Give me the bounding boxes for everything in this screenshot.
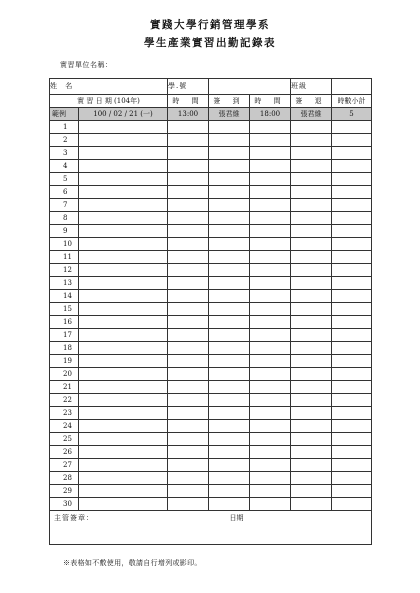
- sign-out-cell[interactable]: [291, 407, 332, 420]
- row-number: 15: [50, 303, 79, 316]
- time-in-cell[interactable]: [168, 290, 209, 303]
- hours-cell[interactable]: [332, 251, 372, 264]
- row-number: 17: [50, 329, 79, 342]
- time-in-cell[interactable]: [168, 394, 209, 407]
- class-field[interactable]: [332, 79, 372, 95]
- col-time-in-header: 時 間: [168, 95, 209, 108]
- row-number: 13: [50, 277, 79, 290]
- table-row: [50, 316, 372, 329]
- row-number: 27: [50, 459, 79, 472]
- table-row: [50, 277, 372, 290]
- row-number: 7: [50, 199, 79, 212]
- sign-out-cell[interactable]: [291, 199, 332, 212]
- row-number: 10: [50, 238, 79, 251]
- row-number: 18: [50, 342, 79, 355]
- row-number: 16: [50, 316, 79, 329]
- table-row: [50, 459, 372, 472]
- table-row: [50, 433, 372, 446]
- row-number: 14: [50, 290, 79, 303]
- sign-out-cell[interactable]: [291, 329, 332, 342]
- sign-out-cell[interactable]: [291, 186, 332, 199]
- sign-out-cell[interactable]: [291, 147, 332, 160]
- hours-cell[interactable]: [332, 199, 372, 212]
- time-in-cell[interactable]: [168, 485, 209, 498]
- date-cell[interactable]: [79, 498, 168, 511]
- sign-in-cell[interactable]: [209, 342, 250, 355]
- school-title: 實踐大學行銷管理學系: [150, 19, 270, 31]
- hours-cell[interactable]: [332, 225, 372, 238]
- sign-in-cell[interactable]: [209, 472, 250, 485]
- time-out-cell[interactable]: [250, 290, 291, 303]
- table-row: [50, 264, 372, 277]
- sign-out-cell[interactable]: [291, 290, 332, 303]
- time-out-cell[interactable]: [250, 212, 291, 225]
- table-row: [50, 160, 372, 173]
- table-row: [50, 134, 372, 147]
- table-row: [50, 147, 372, 160]
- date-cell[interactable]: [79, 290, 168, 303]
- sign-in-cell[interactable]: [209, 290, 250, 303]
- hours-cell[interactable]: [332, 147, 372, 160]
- hours-cell[interactable]: [332, 238, 372, 251]
- sign-in-cell[interactable]: [209, 316, 250, 329]
- sign-out-cell[interactable]: [291, 446, 332, 459]
- date-cell[interactable]: [79, 368, 168, 381]
- col-sign-in-header: 簽 到: [209, 95, 250, 108]
- sign-in-cell[interactable]: [209, 199, 250, 212]
- time-in-cell[interactable]: [168, 407, 209, 420]
- table-row: [50, 290, 372, 303]
- time-out-cell[interactable]: [250, 329, 291, 342]
- sign-out-cell[interactable]: [291, 394, 332, 407]
- date-cell[interactable]: [79, 446, 168, 459]
- row-number: 11: [50, 251, 79, 264]
- name-label: 姓 名: [50, 79, 168, 95]
- hours-cell[interactable]: [332, 329, 372, 342]
- student-info-row: [50, 79, 372, 95]
- sign-out-cell[interactable]: [291, 342, 332, 355]
- sign-in-cell[interactable]: [209, 355, 250, 368]
- table-row: [50, 472, 372, 485]
- supervisor-signature-label: 主管簽章：: [54, 514, 94, 522]
- hours-cell[interactable]: [332, 173, 372, 186]
- time-out-cell[interactable]: [250, 134, 291, 147]
- date-cell[interactable]: [79, 251, 168, 264]
- internship-unit-label: 實習單位名稱：: [60, 61, 113, 69]
- time-in-cell[interactable]: [168, 472, 209, 485]
- hours-cell[interactable]: [332, 121, 372, 134]
- table-row: [50, 368, 372, 381]
- time-in-cell[interactable]: [168, 446, 209, 459]
- row-number: 25: [50, 433, 79, 446]
- sign-out-cell[interactable]: [291, 420, 332, 433]
- student-id-label: 學.號: [168, 79, 209, 95]
- date-cell[interactable]: [79, 173, 168, 186]
- time-in-cell[interactable]: [168, 225, 209, 238]
- sign-out-cell[interactable]: [291, 173, 332, 186]
- hours-cell[interactable]: [332, 407, 372, 420]
- hours-cell[interactable]: [332, 160, 372, 173]
- student-id-field[interactable]: [209, 79, 291, 95]
- sign-in-cell[interactable]: [209, 459, 250, 472]
- time-out-cell[interactable]: [250, 186, 291, 199]
- time-out-cell[interactable]: [250, 342, 291, 355]
- time-out-cell[interactable]: [250, 251, 291, 264]
- date-cell[interactable]: [79, 121, 168, 134]
- time-in-cell[interactable]: [168, 381, 209, 394]
- table-row: [50, 394, 372, 407]
- sign-out-cell[interactable]: [291, 251, 332, 264]
- time-out-cell[interactable]: [250, 498, 291, 511]
- sign-in-cell[interactable]: [209, 121, 250, 134]
- row-number: 1: [50, 121, 79, 134]
- row-number: 30: [50, 498, 79, 511]
- sign-in-cell[interactable]: [209, 394, 250, 407]
- form-title: 學生產業實習出勤記錄表: [144, 37, 276, 49]
- table-row: [50, 199, 372, 212]
- sign-out-cell[interactable]: [291, 264, 332, 277]
- col-sign-out-header: 簽 退: [291, 95, 332, 108]
- sign-in-cell[interactable]: [209, 303, 250, 316]
- signature-row: [50, 511, 372, 545]
- sign-in-cell[interactable]: [209, 225, 250, 238]
- time-in-cell[interactable]: [168, 420, 209, 433]
- example-row: [50, 108, 372, 121]
- table-row: [50, 212, 372, 225]
- time-in-cell[interactable]: [168, 303, 209, 316]
- date-cell[interactable]: [79, 459, 168, 472]
- table-row: [50, 186, 372, 199]
- time-out-cell[interactable]: [250, 381, 291, 394]
- time-out-cell[interactable]: [250, 238, 291, 251]
- supervisor-signature-cell[interactable]: [50, 511, 250, 545]
- table-row: [50, 238, 372, 251]
- time-out-cell[interactable]: [250, 147, 291, 160]
- time-in-cell[interactable]: [168, 147, 209, 160]
- hours-cell[interactable]: [332, 472, 372, 485]
- table-row: [50, 329, 372, 342]
- date-cell[interactable]: [79, 355, 168, 368]
- date-cell[interactable]: [79, 134, 168, 147]
- sign-in-cell[interactable]: [209, 212, 250, 225]
- col-hours-header: 時數小計: [332, 95, 372, 108]
- hours-cell[interactable]: [332, 186, 372, 199]
- hours-cell[interactable]: [332, 459, 372, 472]
- row-number: 5: [50, 173, 79, 186]
- sign-out-cell[interactable]: [291, 238, 332, 251]
- sign-out-cell[interactable]: [291, 485, 332, 498]
- time-out-cell[interactable]: [250, 277, 291, 290]
- sign-out-cell[interactable]: [291, 225, 332, 238]
- hours-cell[interactable]: [332, 212, 372, 225]
- row-number: 23: [50, 407, 79, 420]
- hours-cell[interactable]: [332, 394, 372, 407]
- sign-in-cell[interactable]: [209, 407, 250, 420]
- date-cell[interactable]: [79, 303, 168, 316]
- time-in-cell[interactable]: [168, 199, 209, 212]
- date-cell[interactable]: [79, 342, 168, 355]
- example-hours: 5: [332, 108, 372, 121]
- sign-out-cell[interactable]: [291, 433, 332, 446]
- sign-in-cell[interactable]: [209, 277, 250, 290]
- time-out-cell[interactable]: [250, 459, 291, 472]
- time-in-cell[interactable]: [168, 329, 209, 342]
- row-number: 20: [50, 368, 79, 381]
- table-row: [50, 121, 372, 134]
- table-row: [50, 251, 372, 264]
- time-in-cell[interactable]: [168, 121, 209, 134]
- sign-in-cell[interactable]: [209, 433, 250, 446]
- time-out-cell[interactable]: [250, 420, 291, 433]
- time-out-cell[interactable]: [250, 485, 291, 498]
- time-out-cell[interactable]: [250, 446, 291, 459]
- time-out-cell[interactable]: [250, 316, 291, 329]
- sign-in-cell[interactable]: [209, 368, 250, 381]
- date-cell[interactable]: [79, 264, 168, 277]
- time-out-cell[interactable]: [250, 121, 291, 134]
- date-cell[interactable]: [79, 394, 168, 407]
- sign-out-cell[interactable]: [291, 303, 332, 316]
- hours-cell[interactable]: [332, 134, 372, 147]
- sign-in-cell[interactable]: [209, 160, 250, 173]
- date-cell[interactable]: [79, 485, 168, 498]
- time-in-cell[interactable]: [168, 134, 209, 147]
- time-out-cell[interactable]: [250, 264, 291, 277]
- hours-cell[interactable]: [332, 277, 372, 290]
- attendance-table: [49, 78, 372, 545]
- sign-in-cell[interactable]: [209, 147, 250, 160]
- table-row: [50, 355, 372, 368]
- time-out-cell[interactable]: [250, 303, 291, 316]
- hours-cell[interactable]: [332, 316, 372, 329]
- time-out-cell[interactable]: [250, 173, 291, 186]
- class-label: 班級: [291, 79, 332, 95]
- hours-cell[interactable]: [332, 355, 372, 368]
- sign-out-cell[interactable]: [291, 459, 332, 472]
- time-in-cell[interactable]: [168, 160, 209, 173]
- row-number: 22: [50, 394, 79, 407]
- sign-in-cell[interactable]: [209, 134, 250, 147]
- date-cell[interactable]: [79, 316, 168, 329]
- date-cell[interactable]: [79, 160, 168, 173]
- date-cell[interactable]: [79, 420, 168, 433]
- example-label: 範例: [50, 108, 79, 121]
- sign-out-cell[interactable]: [291, 160, 332, 173]
- time-in-cell[interactable]: [168, 342, 209, 355]
- example-time-in: 13:00: [168, 108, 209, 121]
- date-cell[interactable]: [79, 277, 168, 290]
- time-in-cell[interactable]: [168, 212, 209, 225]
- sign-out-cell[interactable]: [291, 277, 332, 290]
- time-in-cell[interactable]: [168, 316, 209, 329]
- table-row: [50, 173, 372, 186]
- table-row: [50, 485, 372, 498]
- hours-cell[interactable]: [332, 485, 372, 498]
- sign-out-cell[interactable]: [291, 134, 332, 147]
- date-cell[interactable]: [79, 199, 168, 212]
- sign-out-cell[interactable]: [291, 368, 332, 381]
- sign-out-cell[interactable]: [291, 381, 332, 394]
- row-number: 9: [50, 225, 79, 238]
- time-out-cell[interactable]: [250, 368, 291, 381]
- table-row: [50, 446, 372, 459]
- row-number: 24: [50, 420, 79, 433]
- hours-cell[interactable]: [332, 342, 372, 355]
- col-time-out-header: 時 間: [250, 95, 291, 108]
- sign-out-cell[interactable]: [291, 498, 332, 511]
- date-cell[interactable]: [79, 186, 168, 199]
- sign-in-cell[interactable]: [209, 381, 250, 394]
- row-number: 28: [50, 472, 79, 485]
- row-number: 12: [50, 264, 79, 277]
- sign-in-cell[interactable]: [209, 251, 250, 264]
- time-in-cell[interactable]: [168, 459, 209, 472]
- date-cell[interactable]: [79, 381, 168, 394]
- col-date-header: 實 習 日 期 (104年): [50, 95, 168, 108]
- hours-cell[interactable]: [332, 368, 372, 381]
- sign-in-cell[interactable]: [209, 446, 250, 459]
- time-out-cell[interactable]: [250, 472, 291, 485]
- table-row: [50, 407, 372, 420]
- table-row: [50, 420, 372, 433]
- time-out-cell[interactable]: [250, 355, 291, 368]
- hours-cell[interactable]: [332, 420, 372, 433]
- sign-in-cell[interactable]: [209, 485, 250, 498]
- sign-out-cell[interactable]: [291, 121, 332, 134]
- time-out-cell[interactable]: [250, 199, 291, 212]
- date-cell[interactable]: [79, 433, 168, 446]
- sign-in-cell[interactable]: [209, 498, 250, 511]
- table-row: [50, 498, 372, 511]
- time-out-cell[interactable]: [250, 407, 291, 420]
- time-in-cell[interactable]: [168, 368, 209, 381]
- date-cell[interactable]: [79, 238, 168, 251]
- table-row: [50, 225, 372, 238]
- date-cell[interactable]: [79, 212, 168, 225]
- row-number: 6: [50, 186, 79, 199]
- time-in-cell[interactable]: [168, 186, 209, 199]
- sign-in-cell[interactable]: [209, 238, 250, 251]
- time-out-cell[interactable]: [250, 225, 291, 238]
- column-header-row: [50, 95, 372, 108]
- table-row: [50, 303, 372, 316]
- hours-cell[interactable]: [332, 303, 372, 316]
- time-in-cell[interactable]: [168, 355, 209, 368]
- date-cell[interactable]: [79, 225, 168, 238]
- footnote: ※表格如不敷使用，敬請自行增列或影印。: [63, 559, 202, 567]
- time-in-cell[interactable]: [168, 173, 209, 186]
- hours-cell[interactable]: [332, 264, 372, 277]
- hours-cell[interactable]: [332, 381, 372, 394]
- sign-out-cell[interactable]: [291, 355, 332, 368]
- table-row: [50, 342, 372, 355]
- sign-in-cell[interactable]: [209, 186, 250, 199]
- date-cell[interactable]: [79, 329, 168, 342]
- row-number: 26: [50, 446, 79, 459]
- time-in-cell[interactable]: [168, 277, 209, 290]
- sign-in-cell[interactable]: [209, 420, 250, 433]
- sign-in-cell[interactable]: [209, 173, 250, 186]
- example-sign-out: 張君維: [291, 108, 332, 121]
- time-in-cell[interactable]: [168, 433, 209, 446]
- hours-cell[interactable]: [332, 433, 372, 446]
- time-in-cell[interactable]: [168, 498, 209, 511]
- hours-cell[interactable]: [332, 498, 372, 511]
- example-sign-in: 張君維: [209, 108, 250, 121]
- time-in-cell[interactable]: [168, 264, 209, 277]
- date-cell[interactable]: [79, 472, 168, 485]
- time-in-cell[interactable]: [168, 238, 209, 251]
- date-cell[interactable]: [79, 407, 168, 420]
- time-out-cell[interactable]: [250, 394, 291, 407]
- time-out-cell[interactable]: [250, 433, 291, 446]
- sign-in-cell[interactable]: [209, 264, 250, 277]
- row-number: 8: [50, 212, 79, 225]
- date-label: 日期: [229, 514, 244, 522]
- hours-cell[interactable]: [332, 446, 372, 459]
- time-in-cell[interactable]: [168, 251, 209, 264]
- time-out-cell[interactable]: [250, 160, 291, 173]
- date-cell[interactable]: [229, 511, 372, 545]
- sign-out-cell[interactable]: [291, 472, 332, 485]
- sign-in-cell[interactable]: [209, 329, 250, 342]
- row-number: 21: [50, 381, 79, 394]
- date-cell[interactable]: [79, 147, 168, 160]
- sign-out-cell[interactable]: [291, 212, 332, 225]
- row-number: 19: [50, 355, 79, 368]
- row-number: 2: [50, 134, 79, 147]
- table-row: [50, 381, 372, 394]
- example-date: 100 / 02 / 21 (一): [79, 108, 168, 121]
- hours-cell[interactable]: [332, 290, 372, 303]
- example-time-out: 18:00: [250, 108, 291, 121]
- row-number: 4: [50, 160, 79, 173]
- row-number: 29: [50, 485, 79, 498]
- row-number: 3: [50, 147, 79, 160]
- sign-out-cell[interactable]: [291, 316, 332, 329]
